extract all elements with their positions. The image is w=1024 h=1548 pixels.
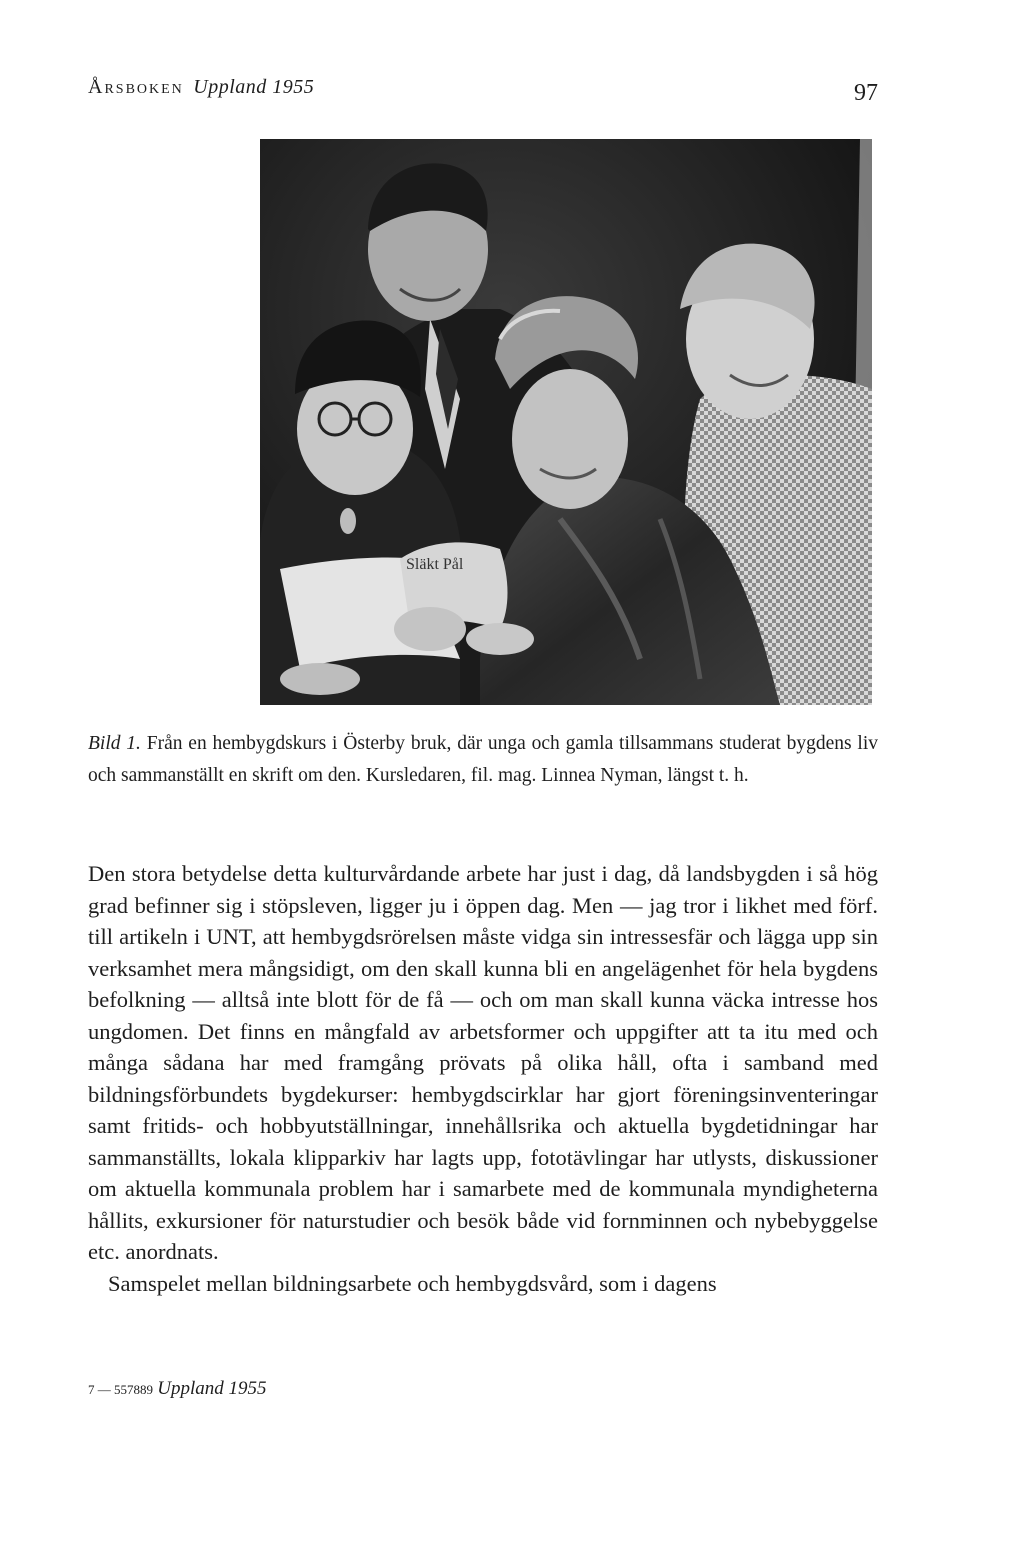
- photograph: [260, 139, 872, 705]
- caption-label: Bild 1.: [88, 733, 141, 754]
- article-body: [88, 858, 878, 1299]
- signature-number: 7 — 557889: [88, 1382, 153, 1397]
- signature-title: Uppland 1955: [157, 1378, 267, 1399]
- paragraph: Den stora betydelse detta kulturvårdande arbete har just i dag, då landsbygden i så hög grad befinner sig i stöpsleven, ligger ju i öppen dag. Men — jag tror i likhet med förf. till artikeln i UNT, att hembygdsrörelsen måste vidga sin intressesfär och lägga upp sin verksamhet mera mångsidigt, om den skall kunna bli en angelägenhet för hela bygdens befolkning — alltså inte blott för de få — och om man skall kunna väcka intresse hos ungdomen. Det finns en mångfald av arbetsformer och uppgifter att ta itu med och många sådana har med framgång prövats på olika håll, ofta i samband med bildningsförbundets bygdekurser: hembygdscirklar har gjort föreningsinventeringar samt fritids- och hobbyutställningar, innehållsrika och aktuella bygdetidningar har sammanställts, lokala klipparkiv har lagts upp, fototävlingar har utlysts, diskussioner om aktuella kommunala problem har i samarbete med de kommunala myndigheterna hållits, exkursioner för naturstudier och besök både vid fornminnen och nybebyggelse etc. anordnats.: [88, 861, 878, 1264]
- page-number: 97: [854, 80, 878, 106]
- photo-illustration: [260, 139, 872, 705]
- figure-caption: [88, 728, 878, 792]
- yearbook-label: Årsboken: [88, 76, 184, 98]
- series-title: Uppland 1955: [193, 76, 315, 98]
- printer-signature: [88, 1378, 267, 1400]
- caption-text: Från en hembygdskurs i Österby bruk, där unga och gamla tillsammans studerat bygdens liv och sammanställt en skrift om den. Kursledaren, fil. mag. Linnea Nyman, längst t. h.: [88, 733, 879, 786]
- running-head: [88, 76, 314, 99]
- booklet-lettering: Släkt Pål: [406, 556, 464, 573]
- paragraph: Samspelet mellan bildningsarbete och hembygdsvård, som i dagens: [108, 1270, 717, 1296]
